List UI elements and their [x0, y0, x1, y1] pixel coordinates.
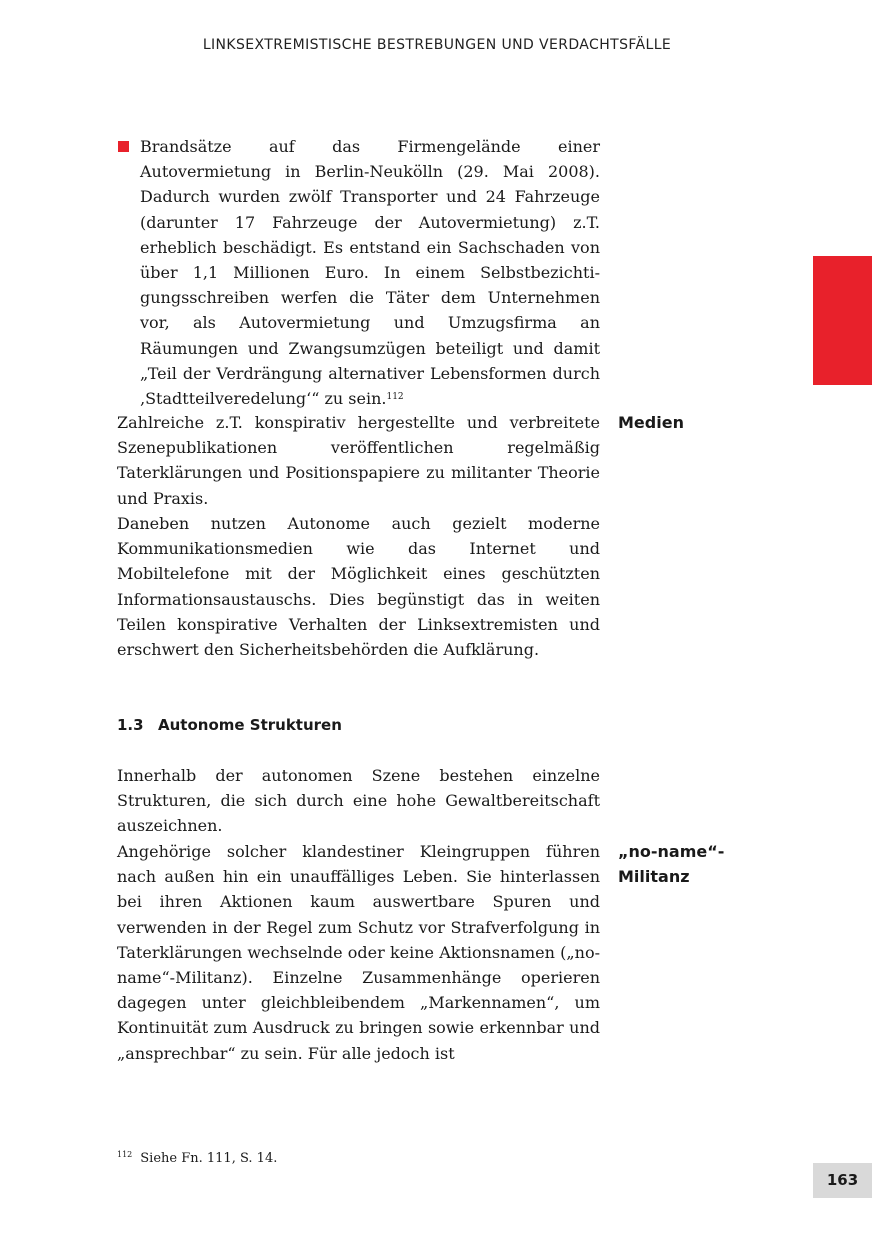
margin-note-militanz [618, 839, 778, 889]
paragraph-medien-1: Zahlreiche z.T. konspirativ hergestellte und verbreitete Szenepublikationen veröffentlichen regelmäßig Taterklärungen und Positionspapiere zu militanter Theorie und Praxis. [117, 413, 600, 508]
section-title: Autonome Strukturen [158, 716, 342, 734]
paragraph-strukturen-1: Innerhalb der autonomen Szene bestehen einzelne Strukturen, die sich durch eine hohe Gewaltbereitschaft auszeichnen. [117, 766, 600, 836]
margin-note-medien: Medien [618, 413, 684, 432]
page-number: 163 [813, 1163, 872, 1198]
bullet-text-block [140, 134, 600, 411]
section-number: 1.3 [117, 716, 144, 734]
running-header: LINKSEXTREMISTISCHE BESTREBUNGEN UND VERDACHTSFÄLLE [202, 37, 672, 53]
paragraph-strukturen-2: Angehörige solcher klandestiner Kleingruppen führen nach außen hin ein unauffälliges Leben. Sie hinterlassen bei ihren Aktionen kaum auswertbare Spuren und verwenden in der Regel zum Schutz vor Strafverfolgung in Taterklärungen wechselnde oder keine Aktionsnamen („no-name“-Militanz). Einzelne Zusammenhänge operieren dagegen unter gleichbleibendem „Markennamen“, um Kontinuität zum Ausdruck zu bringen sowie erkennbar und „ansprechbar“ zu sein. Für alle jedoch ist [117, 842, 600, 1063]
bullet-text: Brandsätze auf das Firmengelände einer Autovermietung in Berlin-Neukölln (29. Mai 2008). Dadurch wurden zwölf Transporter und 24 Fahrzeuge (darunter 17 Fahrzeuge der Autovermietung) z.T. erheblich beschädigt. Es entstand ein Sachschaden von über 1,1 Millionen Euro. In einem Selbstbezichtigungsschreiben werfen die Täter dem Unternehmen vor, als Autovermietung und Umzugsfirma an Räumungen und Zwangsumzügen beteiligt und damit „Teil der Verdrängung alternativer Lebensformen durch ‚Stadtteilveredelung‘“ zu sein. [140, 137, 600, 409]
footnote [117, 1146, 277, 1168]
section-heading [117, 714, 342, 736]
bullet-item [117, 134, 600, 411]
margin-note-militanz-line2: Militanz [618, 867, 690, 886]
margin-note-militanz-line1: „no-name“- [618, 842, 725, 861]
footnote-text: Siehe Fn. 111, S. 14. [140, 1151, 278, 1166]
footnote-number: 112 [117, 1150, 133, 1159]
footnote-reference: 112 [386, 392, 404, 403]
paragraph-medien-2: Daneben nutzen Autonome auch gezielt moderne Kommunikationsmedien wie das Internet und Mobiltelefone mit der Möglichkeit eines geschützten Informationsaustauschs. Dies begünstigt das in weiten Teilen konspirative Verhalten der Linksextremisten und erschwert den Sicherheitsbehörden die Aufklärung. [117, 514, 600, 660]
bullet-square-icon [118, 141, 129, 152]
chapter-tab-marker [813, 256, 872, 385]
